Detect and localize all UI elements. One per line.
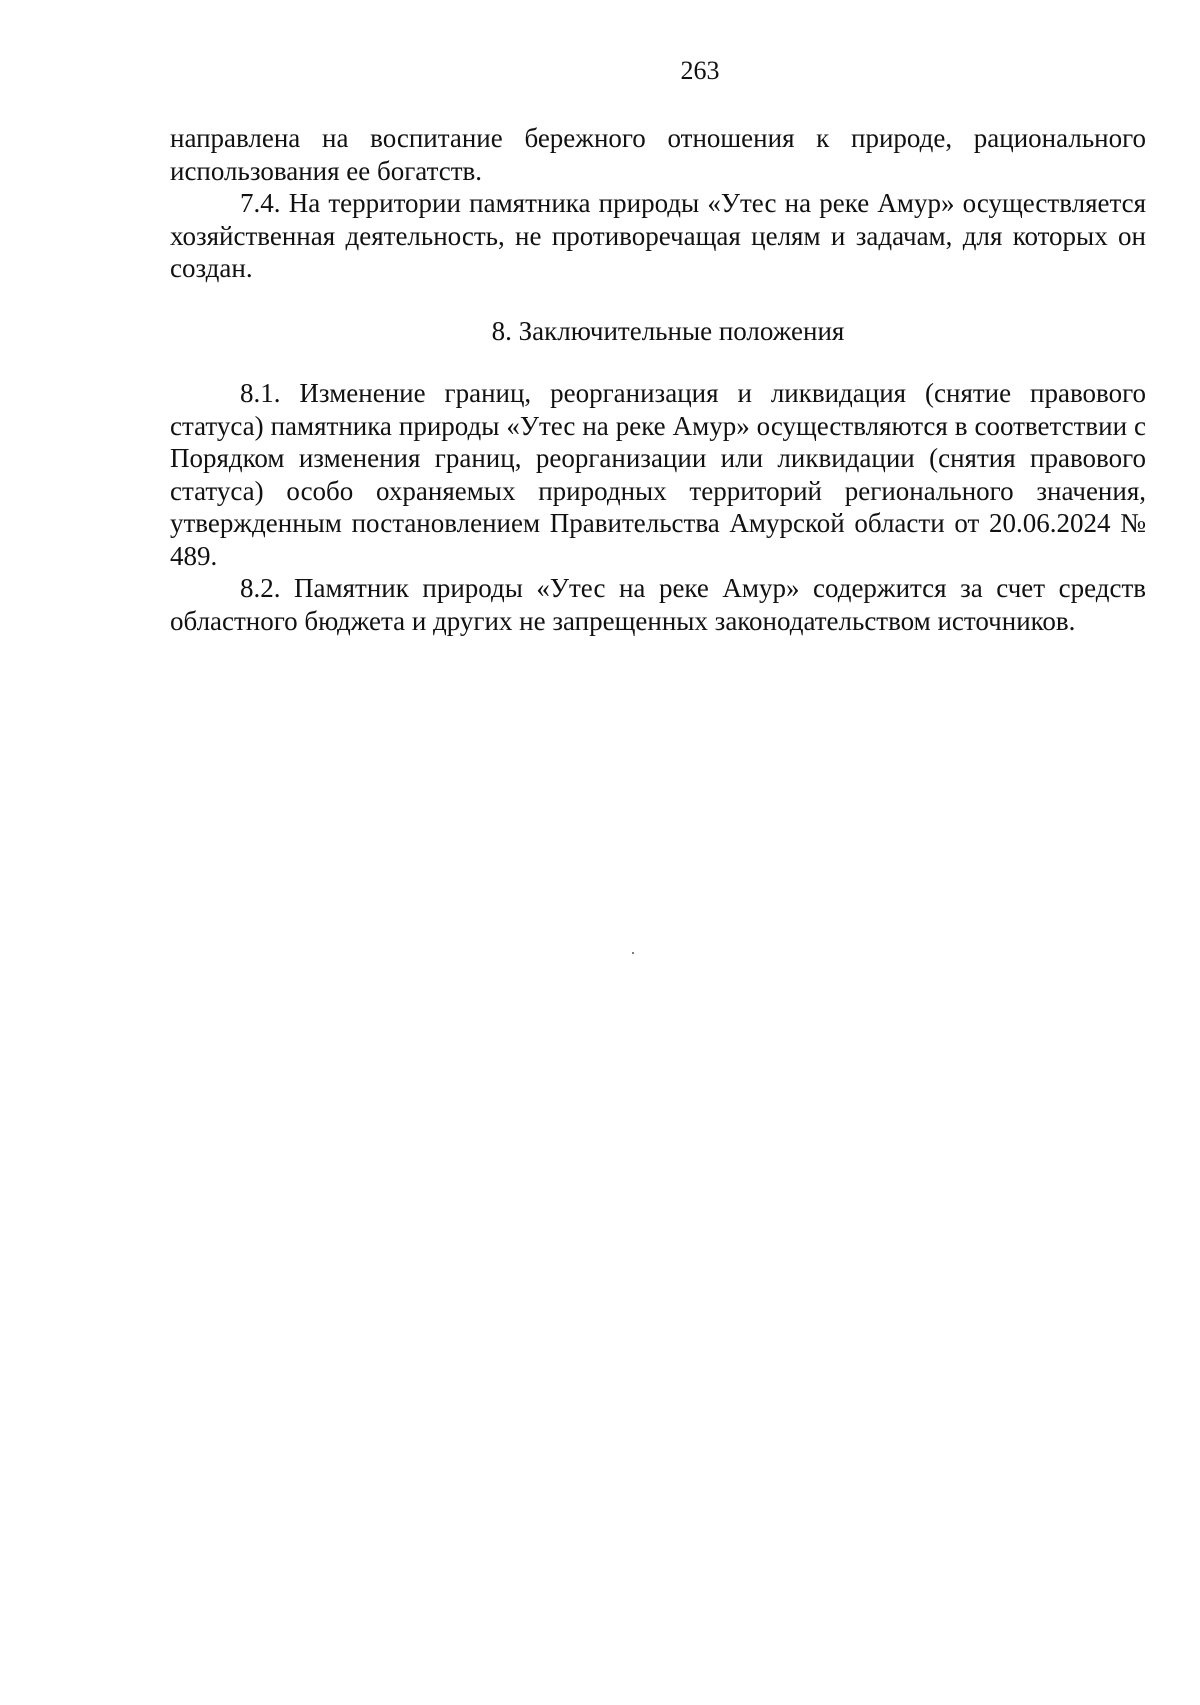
paragraph-continuation: направлена на воспитание бережного отношения к природе, рационального использования ее богатств. xyxy=(170,123,1146,186)
scan-speck xyxy=(632,952,634,954)
paragraph-8-2: 8.2. Памятник природы «Утес на реке Амур» содержится за счет средств областного бюджета и других не запрещенных законодательством источников. xyxy=(170,573,1146,636)
document-body xyxy=(170,122,1146,637)
paragraph-8-1: 8.1. Изменение границ, реорганизация и ликвидация (снятие правового статуса) памятника природы «Утес на реке Амур» осуществляются в соответствии с Порядком изменения границ, реорганизации или ликвидации (снятия правового статуса) особо охраняемых природных территорий регионального значения, утвержденным постановлением Правительства Амурской области от 20.06.2024 № 489. xyxy=(170,378,1146,571)
paragraph-7-4: 7.4. На территории памятника природы «Утес на реке Амур» осуществляется хозяйственная деятельность, не противоречащая целям и задачам, для которых он создан. xyxy=(170,188,1146,283)
section-heading: 8. Заключительные положения xyxy=(491,315,845,346)
page-number: 263 xyxy=(680,56,720,85)
